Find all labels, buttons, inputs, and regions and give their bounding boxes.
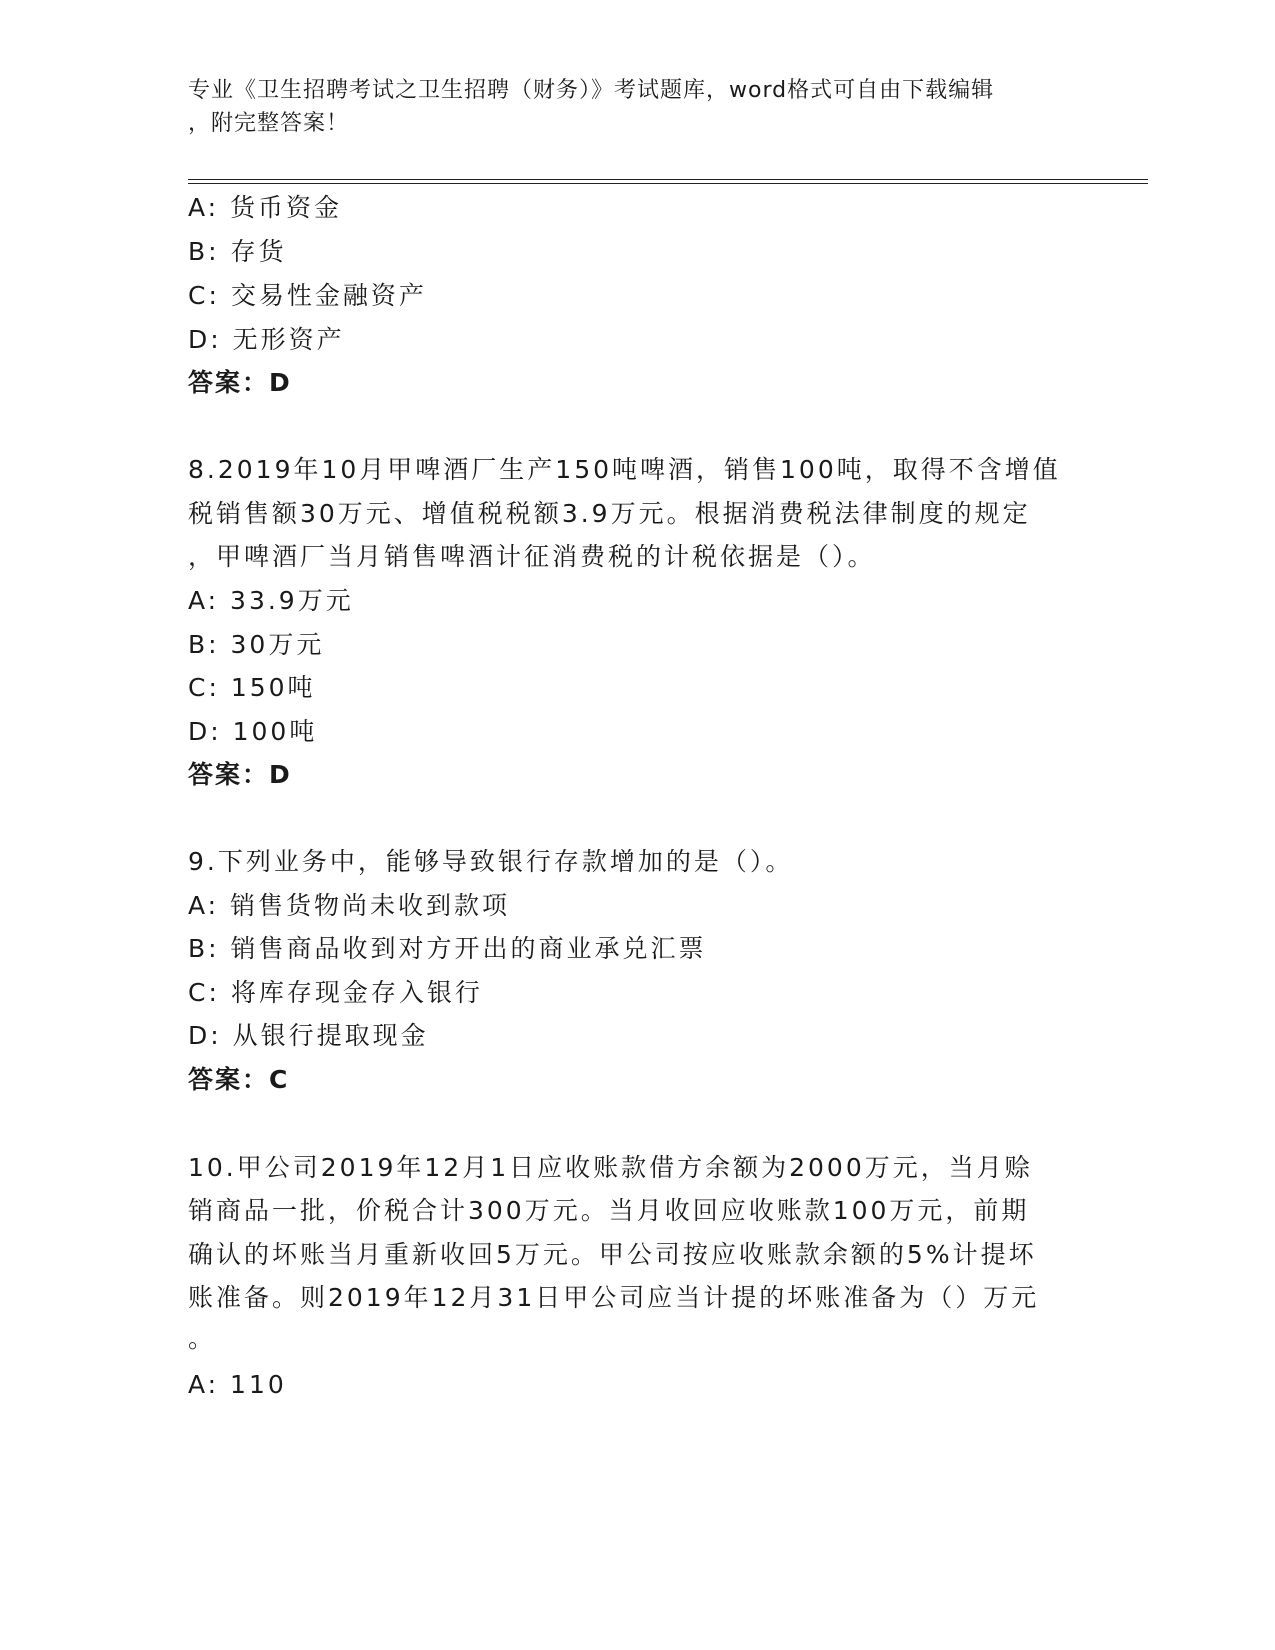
q9-answer: 答案：C <box>188 1065 290 1094</box>
q8-stem-line-3: ，甲啤酒厂当月销售啤酒计征消费税的计税依据是（）。 <box>188 542 876 571</box>
q9-option-a: A: 销售货物尚未收到款项 <box>188 891 511 920</box>
q8-answer: 答案：D <box>188 760 292 789</box>
header-divider-top <box>188 179 1148 180</box>
header-divider-bottom <box>188 183 1148 184</box>
q9-option-c: C: 将库存现金存入银行 <box>188 978 483 1007</box>
q10-stem-line-5: 。 <box>188 1324 217 1353</box>
q8-stem-line-2: 税销售额30万元、增值税税额3.9万元。根据消费税法律制度的规定 <box>188 499 1031 528</box>
q9-stem-line-1: 9.下列业务中，能够导致银行存款增加的是（）。 <box>188 847 794 876</box>
q10-stem-line-3: 确认的坏账当月重新收回5万元。甲公司按应收账款余额的5%计提坏 <box>188 1240 1037 1269</box>
q8-option-a: A: 33.9万元 <box>188 586 354 615</box>
q8-stem-line-1: 8.2019年10月甲啤酒厂生产150吨啤酒，销售100吨，取得不含增值 <box>188 455 1061 484</box>
q8-option-b: B: 30万元 <box>188 630 325 659</box>
q7-option-d: D: 无形资产 <box>188 325 345 354</box>
q10-stem-line-4: 账准备。则2019年12月31日甲公司应当计提的坏账准备为（）万元 <box>188 1283 1040 1312</box>
q7-option-c: C: 交易性金融资产 <box>188 281 427 310</box>
q7-option-b: B: 存货 <box>188 237 287 266</box>
q8-option-c: C: 150吨 <box>188 673 316 702</box>
q10-option-a: A: 110 <box>188 1370 287 1399</box>
q9-option-d: D: 从银行提取现金 <box>188 1021 429 1050</box>
q7-answer: 答案：D <box>188 368 292 397</box>
q10-stem-line-2: 销商品一批，价税合计300万元。当月收回应收账款100万元，前期 <box>188 1196 1030 1225</box>
document-header <box>188 74 1088 140</box>
header-line-2: ，附完整答案！ <box>188 111 350 136</box>
q8-option-d: D: 100吨 <box>188 717 318 746</box>
q10-stem-line-1: 10.甲公司2019年12月1日应收账款借方余额为2000万元，当月赊 <box>188 1153 1033 1182</box>
q9-option-b: B: 销售商品收到对方开出的商业承兑汇票 <box>188 934 707 963</box>
q7-option-a: A: 货币资金 <box>188 193 343 222</box>
header-line-1: 专业《卫生招聘考试之卫生招聘（财务）》考试题库，word格式可自由下载编辑 <box>188 78 995 103</box>
